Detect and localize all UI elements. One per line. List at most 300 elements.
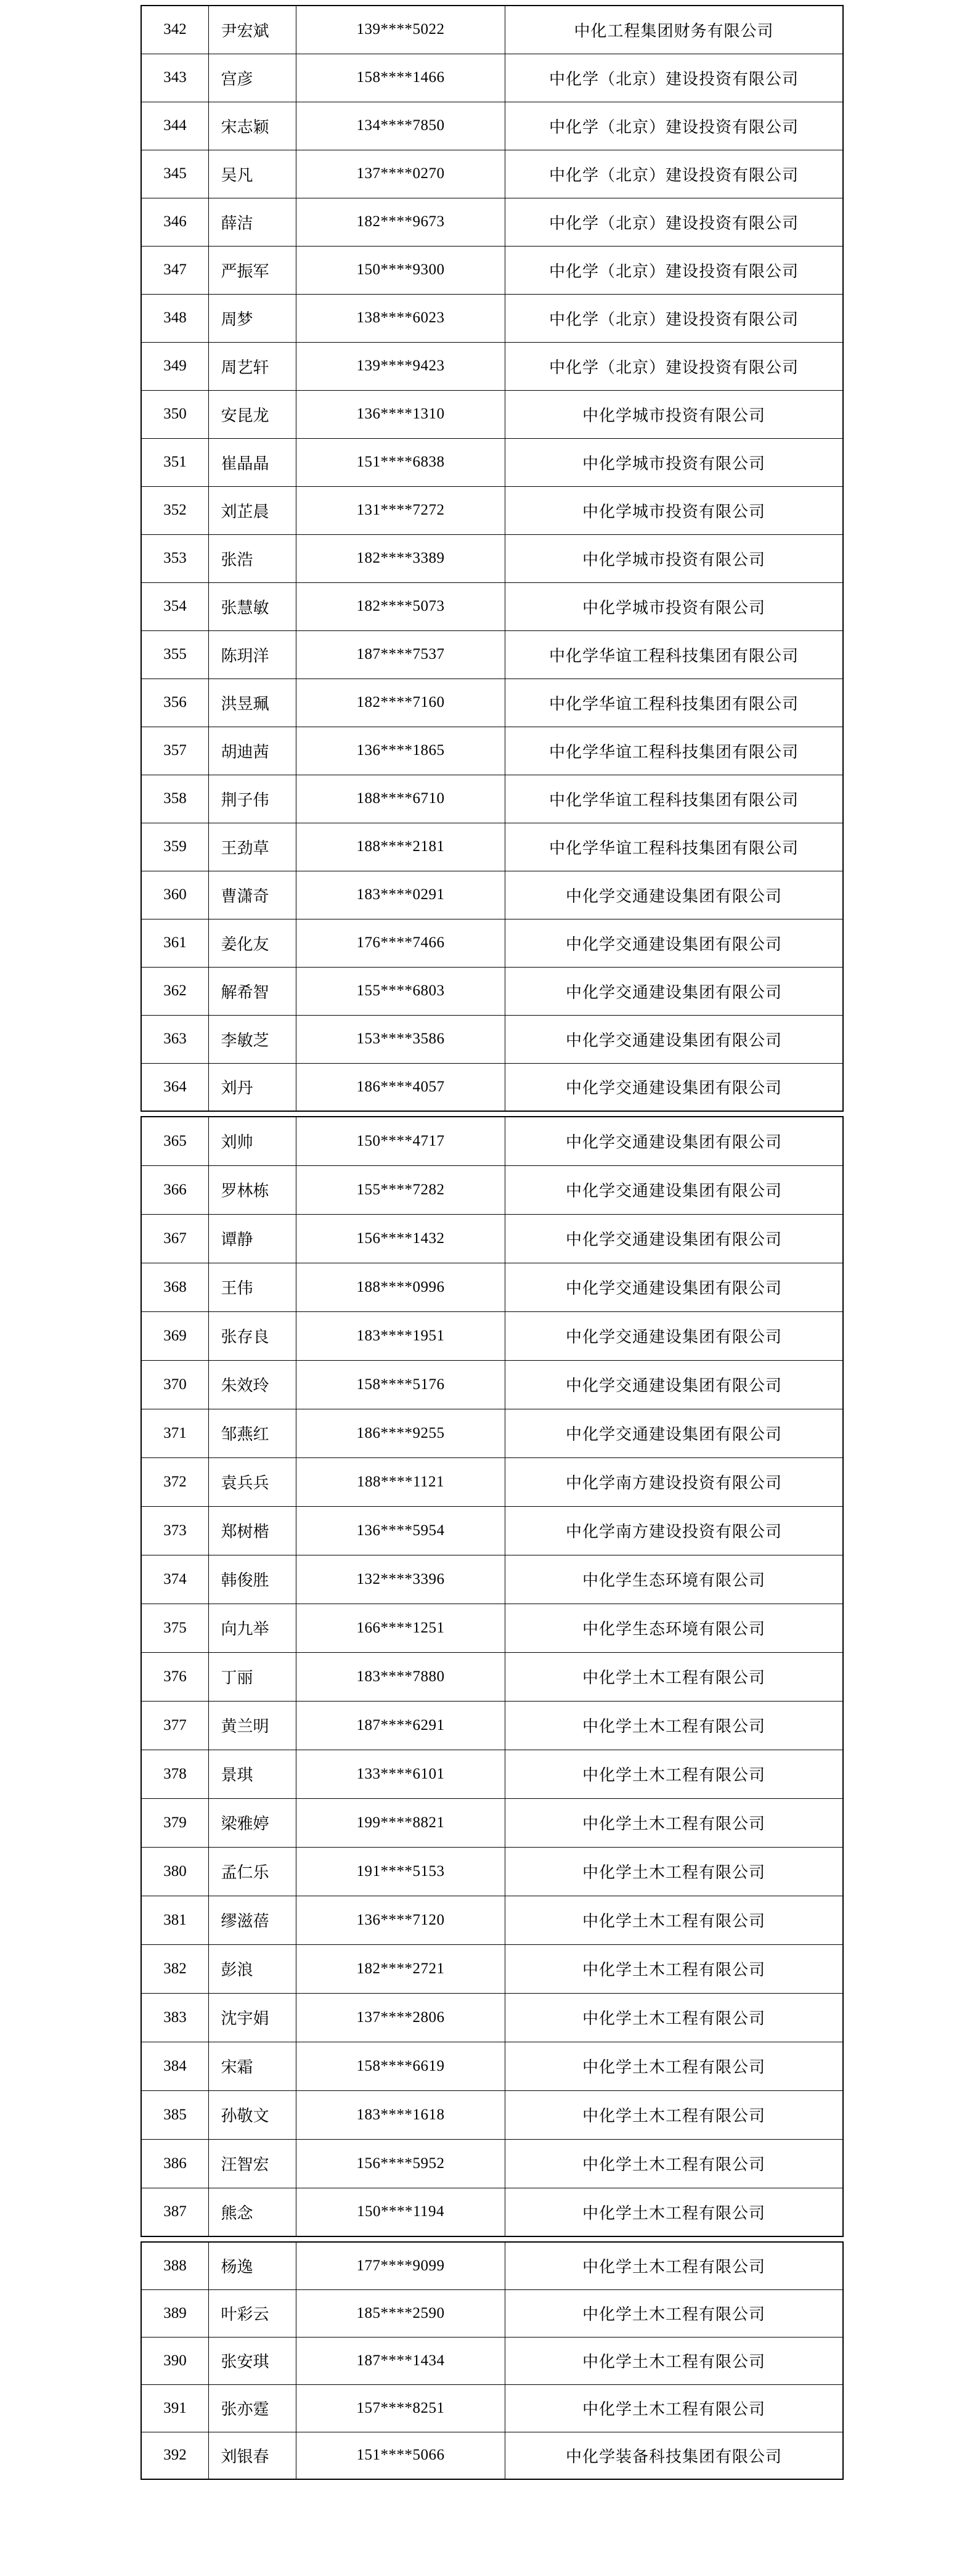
phone-cell: 182****9673 [296,198,505,246]
name-cell [209,486,296,534]
table-row [141,679,843,727]
person-name: 叶彩云 [221,2305,269,2323]
person-name: 孙敬文 [221,2107,269,2125]
person-name: 安昆龙 [221,406,269,425]
row-number-cell: 383 [141,1993,209,2042]
table-row [141,1263,843,1311]
row-number-cell: 370 [141,1360,209,1409]
name-cell [209,823,296,871]
company-cell: 中化学城市投资有限公司 [505,534,844,582]
table-row [141,2337,843,2384]
person-name: 洪昱珮 [221,695,269,713]
table-row [141,582,843,630]
name-cell [209,630,296,679]
name-cell [209,2384,296,2432]
phone-cell: 132****3396 [296,1555,505,1604]
table-row [141,150,843,198]
phone-cell: 182****2721 [296,1944,505,1993]
name-cell [209,2432,296,2479]
table-row [141,1214,843,1263]
table-row [141,871,843,919]
company-cell: 中化学（北京）建设投资有限公司 [505,342,844,390]
company-cell: 中化学土木工程有限公司 [505,1652,844,1701]
person-name: 崔晶晶 [221,454,269,473]
phone-cell: 138****6023 [296,294,505,342]
name-cell [209,1015,296,1063]
phone-cell: 150****1194 [296,2188,505,2236]
company-cell: 中化学交通建设集团有限公司 [505,1214,844,1263]
person-name: 王劲草 [221,839,269,857]
name-cell [209,727,296,775]
company-cell: 中化学土木工程有限公司 [505,2384,844,2432]
table-row [141,390,843,438]
row-number-cell: 342 [141,6,209,54]
row-number-cell: 364 [141,1063,209,1111]
table-row [141,246,843,294]
person-name: 孟仁乐 [221,1864,269,1881]
person-name: 罗林栋 [221,1182,269,1200]
name-cell [209,534,296,582]
person-name: 宋霜 [221,2058,253,2076]
company-cell: 中化学（北京）建设投资有限公司 [505,246,844,294]
company-cell: 中化学交通建设集团有限公司 [505,1360,844,1409]
company-cell: 中化学交通建设集团有限公司 [505,1063,844,1111]
person-name: 宋志颖 [221,118,269,136]
company-cell: 中化学土木工程有限公司 [505,2242,844,2289]
company-cell: 中化学土木工程有限公司 [505,2337,844,2384]
table-row [141,2139,843,2188]
person-name: 薛洁 [221,214,253,232]
phone-cell: 186****9255 [296,1409,505,1457]
phone-cell: 133****6101 [296,1750,505,1798]
name-cell [209,1360,296,1409]
name-cell [209,967,296,1015]
phone-cell: 158****1466 [296,54,505,102]
row-number-cell: 352 [141,486,209,534]
person-name: 袁兵兵 [221,1474,269,1492]
company-cell: 中化学交通建设集团有限公司 [505,1311,844,1360]
name-cell [209,1165,296,1214]
company-cell: 中化学土木工程有限公司 [505,2139,844,2188]
phone-cell: 188****6710 [296,775,505,823]
person-name: 彭浪 [221,1961,253,1979]
name-cell [209,679,296,727]
company-cell: 中化学城市投资有限公司 [505,438,844,486]
table-row [141,534,843,582]
person-name: 丁丽 [221,1669,253,1687]
phone-cell: 182****5073 [296,582,505,630]
row-number-cell: 367 [141,1214,209,1263]
row-number-cell: 371 [141,1409,209,1457]
company-cell: 中化学华谊工程科技集团有限公司 [505,775,844,823]
company-cell: 中化学城市投资有限公司 [505,486,844,534]
table-row [141,1750,843,1798]
person-name: 吴凡 [221,166,253,184]
company-cell: 中化学（北京）建设投资有限公司 [505,150,844,198]
name-cell [209,438,296,486]
row-number-cell: 380 [141,1847,209,1896]
company-cell: 中化学土木工程有限公司 [505,1847,844,1896]
row-number-cell: 386 [141,2139,209,2188]
row-number-cell: 391 [141,2384,209,2432]
company-cell: 中化学交通建设集团有限公司 [505,967,844,1015]
row-number-cell: 377 [141,1701,209,1750]
person-name: 谭静 [221,1231,253,1249]
row-number-cell: 389 [141,2289,209,2337]
name-cell [209,1896,296,1944]
row-number-cell: 382 [141,1944,209,1993]
person-name: 张浩 [221,550,253,569]
name-cell [209,1847,296,1896]
name-cell [209,1117,296,1165]
phone-cell: 131****7272 [296,486,505,534]
company-cell: 中化学土木工程有限公司 [505,1944,844,1993]
name-cell [209,342,296,390]
table-row [141,1798,843,1847]
name-cell [209,150,296,198]
name-cell [209,2337,296,2384]
person-name: 郑树楷 [221,1523,269,1541]
phone-cell: 136****1865 [296,727,505,775]
phone-cell: 188****2181 [296,823,505,871]
company-cell: 中化学（北京）建设投资有限公司 [505,294,844,342]
person-name: 李敏芝 [221,1031,269,1050]
row-number-cell: 347 [141,246,209,294]
person-name: 曹潇奇 [221,887,269,905]
person-name: 宫彦 [221,70,253,88]
table-row [141,6,843,54]
person-name: 张安琪 [221,2353,269,2371]
name-cell [209,246,296,294]
person-name: 解希智 [221,983,269,1001]
company-cell: 中化学土木工程有限公司 [505,2289,844,2337]
person-name: 杨逸 [221,2258,253,2276]
person-name: 王伟 [221,1279,253,1297]
company-cell: 中化学装备科技集团有限公司 [505,2432,844,2479]
person-name: 荆子伟 [221,791,269,809]
phone-cell: 187****7537 [296,630,505,679]
name-cell [209,871,296,919]
name-cell [209,919,296,967]
name-cell [209,198,296,246]
row-number-cell: 360 [141,871,209,919]
table-row [141,1555,843,1604]
table-row [141,2289,843,2337]
phone-cell: 176****7466 [296,919,505,967]
table-row [141,342,843,390]
row-number-cell: 361 [141,919,209,967]
row-number-cell: 343 [141,54,209,102]
table-row [141,438,843,486]
phone-cell: 150****4717 [296,1117,505,1165]
row-number-cell: 376 [141,1652,209,1701]
table-row [141,1652,843,1701]
row-number-cell: 365 [141,1117,209,1165]
company-cell: 中化学生态环境有限公司 [505,1604,844,1652]
row-number-cell: 372 [141,1457,209,1506]
phone-cell: 188****0996 [296,1263,505,1311]
table-row [141,1506,843,1555]
name-cell [209,1311,296,1360]
company-cell: 中化学交通建设集团有限公司 [505,1263,844,1311]
person-name: 景琪 [221,1766,253,1784]
phone-cell: 137****2806 [296,1993,505,2042]
row-number-cell: 384 [141,2042,209,2090]
table-row [141,2042,843,2090]
row-number-cell: 356 [141,679,209,727]
name-cell [209,1993,296,2042]
company-cell: 中化学交通建设集团有限公司 [505,1015,844,1063]
person-name: 沈宇娟 [221,2010,269,2028]
name-cell [209,1409,296,1457]
row-number-cell: 350 [141,390,209,438]
phone-cell: 158****6619 [296,2042,505,2090]
person-name: 熊念 [221,2204,253,2222]
phone-cell: 199****8821 [296,1798,505,1847]
company-cell: 中化学土木工程有限公司 [505,2188,844,2236]
phone-cell: 139****5022 [296,6,505,54]
phone-cell: 136****7120 [296,1896,505,1944]
person-name: 刘银春 [221,2447,269,2466]
table-row [141,2432,843,2479]
company-cell: 中化学（北京）建设投资有限公司 [505,198,844,246]
name-cell [209,102,296,150]
phone-cell: 158****5176 [296,1360,505,1409]
company-cell: 中化学交通建设集团有限公司 [505,1409,844,1457]
name-cell [209,1944,296,1993]
phone-cell: 183****1951 [296,1311,505,1360]
phone-cell: 150****9300 [296,246,505,294]
table-row [141,775,843,823]
name-cell [209,1555,296,1604]
company-cell: 中化学华谊工程科技集团有限公司 [505,679,844,727]
row-number-cell: 373 [141,1506,209,1555]
table-row [141,1360,843,1409]
row-number-cell: 375 [141,1604,209,1652]
table-section-1 [141,5,844,1112]
phone-cell: 182****3389 [296,534,505,582]
name-cell [209,1750,296,1798]
name-cell [209,54,296,102]
table-row [141,919,843,967]
row-number-cell: 345 [141,150,209,198]
name-cell [209,294,296,342]
company-cell: 中化学（北京）建设投资有限公司 [505,102,844,150]
table-row [141,1165,843,1214]
company-cell: 中化学南方建设投资有限公司 [505,1506,844,1555]
phone-cell: 183****0291 [296,871,505,919]
name-cell [209,1214,296,1263]
name-cell [209,6,296,54]
row-number-cell: 390 [141,2337,209,2384]
table-section-2 [141,1116,844,2237]
table-row [141,1117,843,1165]
name-cell [209,1063,296,1111]
company-cell: 中化学华谊工程科技集团有限公司 [505,823,844,871]
row-number-cell: 355 [141,630,209,679]
company-cell: 中化学城市投资有限公司 [505,390,844,438]
name-cell [209,775,296,823]
person-name: 刘帅 [221,1133,253,1152]
name-cell [209,2242,296,2289]
row-number-cell: 378 [141,1750,209,1798]
name-cell [209,1701,296,1750]
person-name: 向九举 [221,1620,269,1638]
person-name: 汪智宏 [221,2156,269,2174]
table-row [141,630,843,679]
phone-cell: 191****5153 [296,1847,505,1896]
row-number-cell: 348 [141,294,209,342]
phone-cell: 187****6291 [296,1701,505,1750]
table-section-3 [141,2241,844,2480]
name-cell [209,2139,296,2188]
person-name: 周艺轩 [221,358,269,377]
name-cell [209,2188,296,2236]
company-cell: 中化学生态环境有限公司 [505,1555,844,1604]
person-name: 缪滋蓓 [221,1912,269,1930]
row-number-cell: 369 [141,1311,209,1360]
person-name: 张慧敏 [221,598,269,617]
name-cell [209,1506,296,1555]
company-cell: 中化学土木工程有限公司 [505,1701,844,1750]
person-name: 邹燕红 [221,1425,269,1443]
name-cell [209,1798,296,1847]
table-row [141,823,843,871]
person-name: 姜化友 [221,935,269,953]
table-row [141,1896,843,1944]
company-cell: 中化工程集团财务有限公司 [505,6,844,54]
table-row [141,1457,843,1506]
person-name: 胡迪茜 [221,743,269,761]
company-cell: 中化学城市投资有限公司 [505,582,844,630]
roster-table [141,5,839,2484]
table-row [141,1409,843,1457]
phone-cell: 156****1432 [296,1214,505,1263]
row-number-cell: 379 [141,1798,209,1847]
phone-cell: 153****3586 [296,1015,505,1063]
company-cell: 中化学南方建设投资有限公司 [505,1457,844,1506]
row-number-cell: 387 [141,2188,209,2236]
phone-cell: 188****1121 [296,1457,505,1506]
person-name: 韩俊胜 [221,1571,269,1589]
table-row [141,486,843,534]
company-cell: 中化学交通建设集团有限公司 [505,1117,844,1165]
table-row [141,2384,843,2432]
company-cell: 中化学交通建设集团有限公司 [505,919,844,967]
person-name: 梁雅婷 [221,1815,269,1833]
phone-cell: 187****1434 [296,2337,505,2384]
table-row [141,1063,843,1111]
phone-cell: 186****4057 [296,1063,505,1111]
table-row [141,1604,843,1652]
person-name: 严振军 [221,262,269,280]
company-cell: 中化学土木工程有限公司 [505,2090,844,2139]
person-name: 陈玥洋 [221,646,269,665]
row-number-cell: 366 [141,1165,209,1214]
row-number-cell: 357 [141,727,209,775]
phone-cell: 155****7282 [296,1165,505,1214]
phone-cell: 185****2590 [296,2289,505,2337]
company-cell: 中化学（北京）建设投资有限公司 [505,54,844,102]
row-number-cell: 359 [141,823,209,871]
row-number-cell: 353 [141,534,209,582]
person-name: 黄兰明 [221,1718,269,1735]
phone-cell: 137****0270 [296,150,505,198]
name-cell [209,1604,296,1652]
row-number-cell: 362 [141,967,209,1015]
table-row [141,102,843,150]
phone-cell: 136****1310 [296,390,505,438]
row-number-cell: 385 [141,2090,209,2139]
phone-cell: 155****6803 [296,967,505,1015]
phone-cell: 166****1251 [296,1604,505,1652]
table-row [141,967,843,1015]
phone-cell: 157****8251 [296,2384,505,2432]
table-row [141,1311,843,1360]
row-number-cell: 363 [141,1015,209,1063]
table-row [141,2188,843,2236]
company-cell: 中化学土木工程有限公司 [505,1993,844,2042]
name-cell [209,582,296,630]
person-name: 朱效玲 [221,1377,269,1395]
company-cell: 中化学土木工程有限公司 [505,1798,844,1847]
name-cell [209,1652,296,1701]
phone-cell: 151****5066 [296,2432,505,2479]
person-name: 刘芷晨 [221,502,269,521]
row-number-cell: 392 [141,2432,209,2479]
company-cell: 中化学土木工程有限公司 [505,1750,844,1798]
phone-cell: 177****9099 [296,2242,505,2289]
row-number-cell: 388 [141,2242,209,2289]
phone-cell: 183****1618 [296,2090,505,2139]
company-cell: 中化学交通建设集团有限公司 [505,871,844,919]
name-cell [209,2042,296,2090]
name-cell [209,2090,296,2139]
table-row [141,1847,843,1896]
row-number-cell: 349 [141,342,209,390]
table-row [141,1944,843,1993]
row-number-cell: 354 [141,582,209,630]
table-row [141,1701,843,1750]
phone-cell: 139****9423 [296,342,505,390]
row-number-cell: 358 [141,775,209,823]
company-cell: 中化学华谊工程科技集团有限公司 [505,727,844,775]
phone-cell: 156****5952 [296,2139,505,2188]
row-number-cell: 346 [141,198,209,246]
person-name: 刘丹 [221,1079,253,1098]
table-row [141,54,843,102]
person-name: 张存良 [221,1328,269,1346]
phone-cell: 136****5954 [296,1506,505,1555]
company-cell: 中化学华谊工程科技集团有限公司 [505,630,844,679]
person-name: 张亦霆 [221,2400,269,2418]
table-row [141,2242,843,2289]
name-cell [209,1457,296,1506]
table-row [141,2090,843,2139]
table-row [141,727,843,775]
phone-cell: 134****7850 [296,102,505,150]
company-cell: 中化学交通建设集团有限公司 [505,1165,844,1214]
company-cell: 中化学土木工程有限公司 [505,2042,844,2090]
person-name: 周梦 [221,310,253,328]
person-name: 尹宏斌 [221,22,269,40]
row-number-cell: 374 [141,1555,209,1604]
phone-cell: 151****6838 [296,438,505,486]
row-number-cell: 368 [141,1263,209,1311]
name-cell [209,2289,296,2337]
row-number-cell: 344 [141,102,209,150]
name-cell [209,390,296,438]
